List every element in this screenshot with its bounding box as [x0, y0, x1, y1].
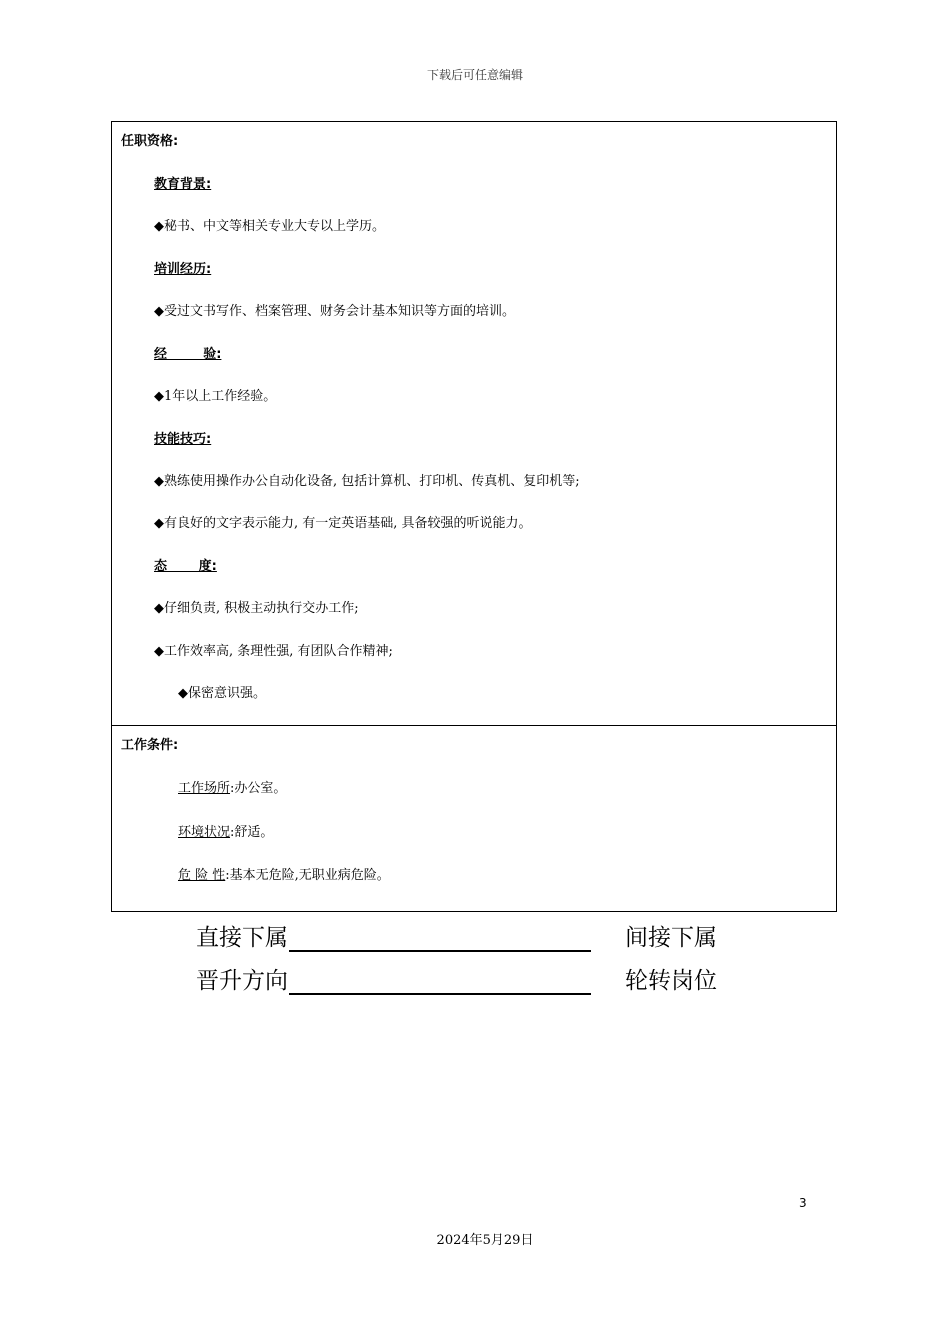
qualifications-title: 任职资格: — [121, 134, 179, 149]
skills-label: 技能技巧: — [154, 432, 212, 447]
education-label: 教育背景: — [154, 177, 212, 192]
conditions-title: 工作条件: — [121, 738, 179, 753]
training-label: 培训经历: — [154, 262, 212, 277]
condition-environment — [178, 821, 273, 840]
page-number: 3 — [799, 1196, 807, 1210]
promotion-label: 晋升方向 — [196, 968, 288, 994]
promotion-row — [196, 962, 591, 995]
skills-item-2: ◆有良好的文字表示能力, 有一定英语基础, 具备较强的听说能力。 — [154, 516, 532, 531]
skills-item-1: ◆熟练使用操作办公自动化设备, 包括计算机、打印机、传真机、复印机等; — [154, 474, 580, 489]
attitude-label: 态 度: — [154, 559, 217, 574]
page-header: 下载后可任意编辑 — [426, 68, 523, 82]
experience-item: ◆1年以上工作经验。 — [154, 389, 277, 404]
footer-date: 2024年5月29日 — [436, 1233, 534, 1248]
education-item: ◆秘书、中文等相关专业大专以上学历。 — [154, 219, 385, 234]
rotation-label: 轮转岗位 — [625, 968, 717, 994]
condition-hazard — [178, 864, 390, 883]
condition-label: 环境状况 — [178, 825, 231, 840]
condition-value: :基本无危险,无职业病危险。 — [225, 868, 390, 883]
attitude-item-3: ◆保密意识强。 — [178, 686, 266, 701]
condition-value: :办公室。 — [230, 781, 287, 796]
condition-label: 工作场所 — [178, 781, 231, 796]
condition-workplace — [178, 777, 286, 796]
training-item: ◆受过文书写作、档案管理、财务会计基本知识等方面的培训。 — [154, 304, 515, 319]
experience-label: 经 验: — [154, 347, 222, 362]
qualifications-section — [111, 121, 837, 726]
work-conditions-section — [111, 725, 837, 912]
indirect-subordinate-label: 间接下属 — [625, 925, 717, 951]
attitude-item-2: ◆工作效率高, 条理性强, 有团队合作精神; — [154, 644, 393, 659]
condition-value: :舒适。 — [230, 825, 274, 840]
condition-label: 危 险 性 — [178, 868, 226, 883]
direct-subordinate-label: 直接下属 — [196, 925, 288, 951]
attitude-item-1: ◆仔细负责, 积极主动执行交办工作; — [154, 601, 359, 616]
direct-subordinate-blank-line — [289, 928, 591, 952]
direct-subordinate-row — [196, 919, 591, 952]
promotion-blank-line — [289, 971, 591, 995]
